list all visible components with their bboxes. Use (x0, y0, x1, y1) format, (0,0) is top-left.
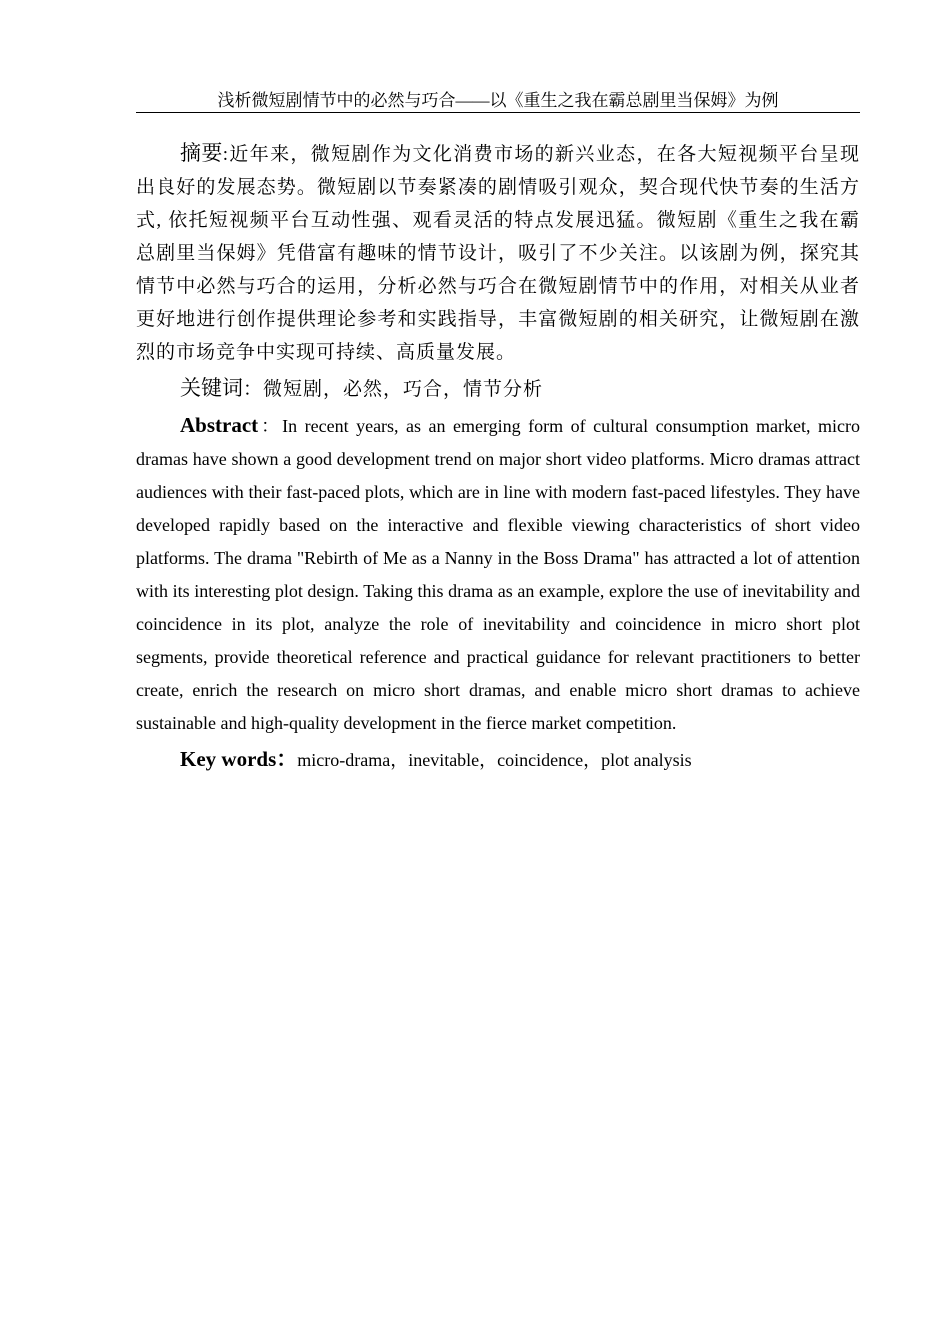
chinese-abstract-label: 摘要 (180, 141, 223, 165)
english-abstract-text: In recent years, as an emerging form of cultural consumption market, micro dramas have shown a good development trend on major short video platforms. Micro dramas attract audiences with their fast-paced plots, which are in line with modern fast-paced lifestyles. They have developed rapidly based on the interactive and flexible viewing characteristics of short video platforms. The drama "Rebirth of Me as a Nanny in the Boss Drama" has attracted a lot of attention with its interesting plot design. Taking this drama as an example, explore the use of inevitability and coincidence in its plot, analyze the role of inevitability and coincidence in micro short plot segments, provide theoretical reference and practical guidance for relevant practitioners to better create, enrich the research on micro short dramas, and enable micro short dramas to achieve sustainable and high-quality development in the fierce market competition. (136, 416, 861, 733)
header-title: 浅析微短剧情节中的必然与巧合——以《重生之我在霸总剧里当保姆》为例 (217, 91, 779, 110)
chinese-keywords (136, 372, 860, 406)
english-abstract (136, 409, 860, 740)
english-keywords-separator: ： (276, 747, 298, 771)
english-abstract-separator: ： (258, 416, 283, 436)
chinese-keywords-label: 关键词 (180, 376, 243, 400)
english-abstract-label: Abstract (180, 413, 259, 437)
chinese-abstract-text: 近年来，微短剧作为文化消费市场的新兴业态，在各大短视频平台呈现出良好的发展态势。微短剧以节奏紧凑的剧情吸引观众，契合现代快节奏的生活方式, 依托短视频平台互动性强、观看灵活的特点发展迅猛。微短剧《重生之我在霸总剧里当保姆》凭借富有趣味的情节设计，吸引了不少关注。以该剧为例，探究其情节中必然与巧合的运用，分析必然与巧合在微短剧情节中的作用，对相关从业者更好地进行创作提供理论参考和实践指导，丰富微短剧的相关研究，让微短剧在激烈的市场竞争中实现可持续、高质量发展。 (136, 144, 860, 363)
chinese-abstract (136, 137, 860, 369)
running-header (136, 90, 860, 113)
chinese-keywords-separator: ： (243, 379, 264, 400)
chinese-keywords-text: 微短剧，必然，巧合，情节分析 (263, 379, 544, 400)
chinese-abstract-separator: : (222, 144, 229, 165)
english-keywords-label: Key words (180, 747, 277, 771)
english-keywords-text: micro-drama，inevitable，coincidence，plot analysis (297, 750, 692, 770)
english-keywords (136, 743, 860, 777)
